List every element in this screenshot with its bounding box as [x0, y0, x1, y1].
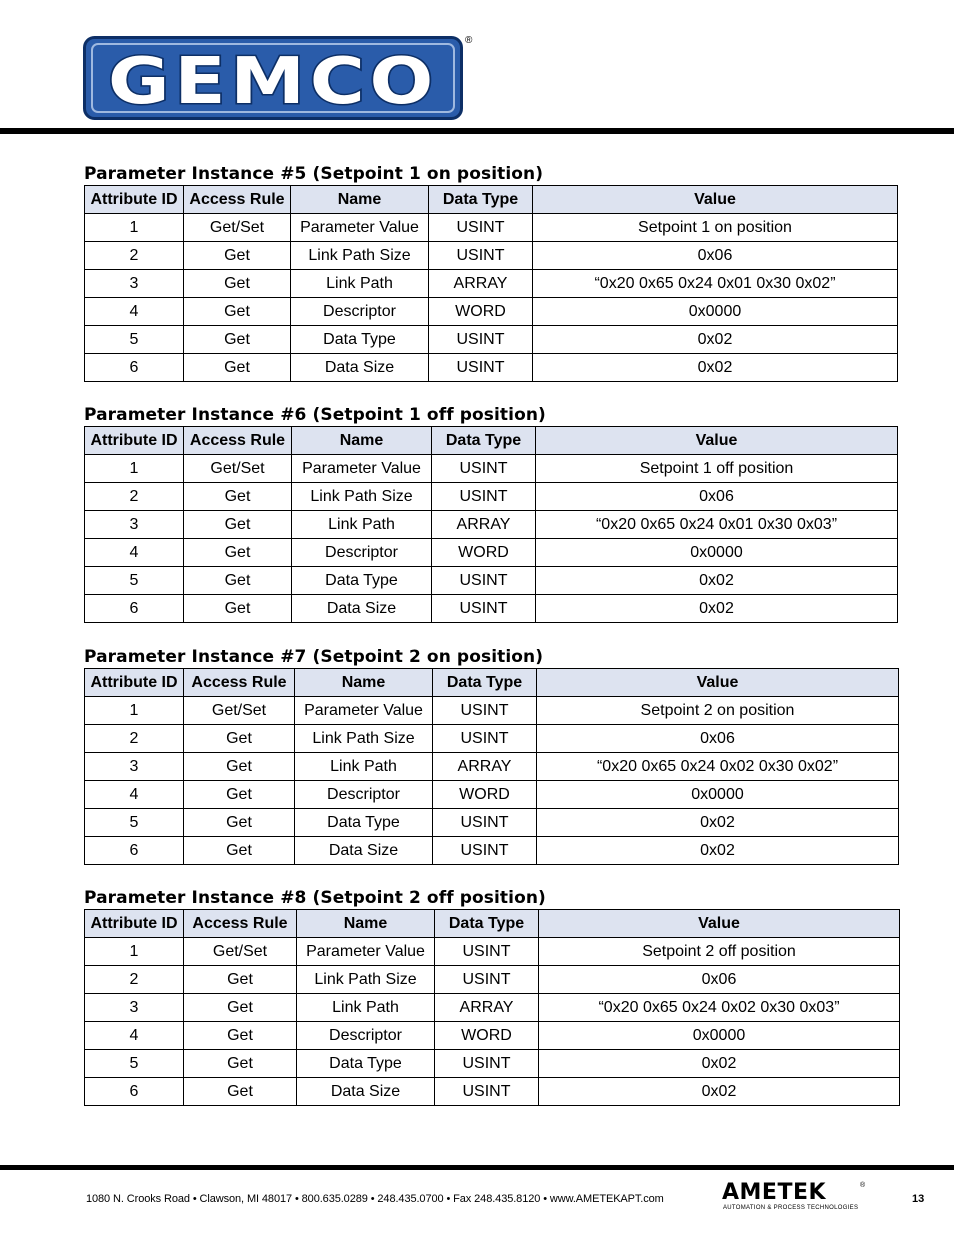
cell-access-rule: Get: [184, 326, 291, 354]
cell-value: 0x02: [533, 354, 898, 382]
footer-rule: [0, 1165, 954, 1170]
column-header-data-type: Data Type: [433, 669, 537, 697]
cell-access-rule: Get: [184, 511, 292, 539]
cell-data-type: ARRAY: [429, 270, 533, 298]
cell-name: Descriptor: [297, 1022, 435, 1050]
cell-data-type: USINT: [433, 697, 537, 725]
cell-attribute-id: 2: [85, 242, 184, 270]
cell-name: Data Size: [292, 595, 432, 623]
cell-value: “0x20 0x65 0x24 0x02 0x30 0x03”: [539, 994, 900, 1022]
cell-name: Descriptor: [292, 539, 432, 567]
table-row: [85, 326, 898, 354]
column-header-name: Name: [291, 186, 429, 214]
cell-name: Link Path: [291, 270, 429, 298]
table-header-row: [85, 186, 898, 214]
cell-attribute-id: 5: [85, 809, 184, 837]
cell-attribute-id: 6: [85, 595, 184, 623]
cell-value: 0x0000: [537, 781, 899, 809]
cell-data-type: USINT: [432, 595, 536, 623]
section-title: Parameter Instance #7 (Setpoint 2 on position): [84, 647, 544, 667]
cell-name: Parameter Value: [295, 697, 433, 725]
column-header-access-rule: Access Rule: [184, 186, 291, 214]
cell-data-type: USINT: [429, 214, 533, 242]
cell-data-type: WORD: [433, 781, 537, 809]
cell-data-type: USINT: [435, 966, 539, 994]
parameter-instance-8: [84, 887, 900, 1106]
table-row: [85, 242, 898, 270]
cell-access-rule: Get: [184, 966, 297, 994]
cell-data-type: USINT: [432, 455, 536, 483]
cell-value: “0x20 0x65 0x24 0x01 0x30 0x03”: [536, 511, 898, 539]
cell-access-rule: Get: [184, 994, 297, 1022]
cell-value: 0x0000: [539, 1022, 900, 1050]
cell-name: Data Type: [292, 567, 432, 595]
cell-value: 0x02: [539, 1050, 900, 1078]
cell-name: Link Path Size: [295, 725, 433, 753]
cell-value: 0x06: [533, 242, 898, 270]
section-title: Parameter Instance #5 (Setpoint 1 on position): [84, 164, 544, 184]
column-header-value: Value: [533, 186, 898, 214]
cell-name: Descriptor: [295, 781, 433, 809]
cell-value: Setpoint 2 off position: [539, 938, 900, 966]
cell-value: 0x06: [537, 725, 899, 753]
cell-data-type: ARRAY: [433, 753, 537, 781]
cell-value: 0x06: [539, 966, 900, 994]
column-header-name: Name: [295, 669, 433, 697]
cell-attribute-id: 6: [85, 354, 184, 382]
cell-value: 0x0000: [536, 539, 898, 567]
cell-value: “0x20 0x65 0x24 0x01 0x30 0x02”: [533, 270, 898, 298]
cell-value: 0x02: [533, 326, 898, 354]
cell-name: Link Path Size: [297, 966, 435, 994]
table-row: [85, 595, 898, 623]
cell-access-rule: Get: [184, 298, 291, 326]
column-header-value: Value: [536, 427, 898, 455]
cell-attribute-id: 5: [85, 1050, 184, 1078]
cell-data-type: USINT: [435, 938, 539, 966]
cell-data-type: USINT: [433, 809, 537, 837]
cell-data-type: USINT: [435, 1078, 539, 1106]
ametek-registered-mark: ®: [860, 1182, 866, 1189]
table-row: [85, 270, 898, 298]
cell-name: Link Path: [295, 753, 433, 781]
cell-name: Data Size: [291, 354, 429, 382]
section-title: Parameter Instance #8 (Setpoint 2 off position): [84, 888, 546, 908]
table-row: [85, 483, 898, 511]
cell-attribute-id: 4: [85, 298, 184, 326]
table-row: [85, 753, 899, 781]
cell-access-rule: Get: [184, 781, 295, 809]
column-header-attribute-id: Attribute ID: [85, 669, 184, 697]
header-rule: [0, 128, 954, 134]
column-header-name: Name: [297, 910, 435, 938]
cell-access-rule: Get: [184, 1050, 297, 1078]
cell-access-rule: Get: [184, 354, 291, 382]
cell-attribute-id: 4: [85, 539, 184, 567]
cell-attribute-id: 2: [85, 483, 184, 511]
column-header-attribute-id: Attribute ID: [85, 186, 184, 214]
cell-attribute-id: 1: [85, 455, 184, 483]
column-header-attribute-id: Attribute ID: [85, 910, 184, 938]
cell-attribute-id: 4: [85, 781, 184, 809]
cell-value: 0x02: [539, 1078, 900, 1106]
column-header-data-type: Data Type: [429, 186, 533, 214]
cell-name: Data Type: [295, 809, 433, 837]
cell-value: 0x02: [536, 595, 898, 623]
column-header-name: Name: [292, 427, 432, 455]
table-row: [85, 966, 900, 994]
table-header-row: [85, 427, 898, 455]
parameter-table: [84, 426, 898, 623]
parameter-table: [84, 909, 900, 1106]
table-row: [85, 511, 898, 539]
ametek-wordmark: AMETEK: [722, 1180, 827, 1205]
cell-name: Link Path Size: [292, 483, 432, 511]
cell-attribute-id: 5: [85, 326, 184, 354]
column-header-data-type: Data Type: [432, 427, 536, 455]
cell-access-rule: Get: [184, 483, 292, 511]
cell-value: 0x02: [537, 837, 899, 865]
cell-data-type: USINT: [429, 326, 533, 354]
cell-access-rule: Get: [184, 753, 295, 781]
column-header-access-rule: Access Rule: [184, 910, 297, 938]
table-row: [85, 298, 898, 326]
cell-access-rule: Get: [184, 1078, 297, 1106]
cell-attribute-id: 5: [85, 567, 184, 595]
cell-access-rule: Get: [184, 809, 295, 837]
cell-name: Parameter Value: [292, 455, 432, 483]
cell-access-rule: Get: [184, 595, 292, 623]
column-header-value: Value: [539, 910, 900, 938]
cell-value: Setpoint 1 off position: [536, 455, 898, 483]
cell-data-type: USINT: [432, 483, 536, 511]
column-header-data-type: Data Type: [435, 910, 539, 938]
cell-access-rule: Get: [184, 270, 291, 298]
table-row: [85, 837, 899, 865]
cell-name: Descriptor: [291, 298, 429, 326]
parameter-table: [84, 668, 899, 865]
cell-data-type: USINT: [433, 725, 537, 753]
cell-data-type: WORD: [429, 298, 533, 326]
cell-data-type: USINT: [429, 354, 533, 382]
cell-data-type: USINT: [433, 837, 537, 865]
cell-name: Data Type: [297, 1050, 435, 1078]
table-header-row: [85, 910, 900, 938]
cell-access-rule: Get: [184, 567, 292, 595]
cell-access-rule: Get: [184, 242, 291, 270]
column-header-value: Value: [537, 669, 899, 697]
cell-value: 0x06: [536, 483, 898, 511]
cell-name: Link Path: [297, 994, 435, 1022]
cell-access-rule: Get/Set: [184, 455, 292, 483]
table-row: [85, 539, 898, 567]
cell-access-rule: Get/Set: [184, 938, 297, 966]
cell-attribute-id: 3: [85, 511, 184, 539]
cell-data-type: ARRAY: [432, 511, 536, 539]
column-header-access-rule: Access Rule: [184, 669, 295, 697]
section-title: Parameter Instance #6 (Setpoint 1 off position): [84, 405, 546, 425]
table-row: [85, 567, 898, 595]
cell-attribute-id: 1: [85, 938, 184, 966]
cell-attribute-id: 6: [85, 837, 184, 865]
cell-attribute-id: 1: [85, 214, 184, 242]
column-header-access-rule: Access Rule: [184, 427, 292, 455]
cell-name: Link Path Size: [291, 242, 429, 270]
cell-attribute-id: 6: [85, 1078, 184, 1106]
cell-value: 0x02: [536, 567, 898, 595]
cell-value: “0x20 0x65 0x24 0x02 0x30 0x02”: [537, 753, 899, 781]
parameter-instance-5: [84, 163, 898, 382]
table-row: [85, 1078, 900, 1106]
cell-access-rule: Get: [184, 1022, 297, 1050]
table-row: [85, 781, 899, 809]
table-row: [85, 1050, 900, 1078]
cell-value: Setpoint 1 on position: [533, 214, 898, 242]
cell-data-type: USINT: [429, 242, 533, 270]
cell-name: Link Path: [292, 511, 432, 539]
cell-access-rule: Get: [184, 837, 295, 865]
cell-access-rule: Get: [184, 539, 292, 567]
registered-mark: ®: [465, 35, 473, 46]
cell-data-type: USINT: [435, 1050, 539, 1078]
table-row: [85, 354, 898, 382]
cell-data-type: WORD: [432, 539, 536, 567]
table-row: [85, 1022, 900, 1050]
cell-attribute-id: 3: [85, 753, 184, 781]
table-row: [85, 725, 899, 753]
cell-name: Data Type: [291, 326, 429, 354]
cell-data-type: WORD: [435, 1022, 539, 1050]
column-header-attribute-id: Attribute ID: [85, 427, 184, 455]
cell-value: Setpoint 2 on position: [537, 697, 899, 725]
ametek-tagline: AUTOMATION & PROCESS TECHNOLOGIES: [723, 1205, 859, 1211]
table-row: [85, 455, 898, 483]
parameter-table: [84, 185, 898, 382]
logo-text: GEMCO: [108, 45, 438, 119]
cell-attribute-id: 2: [85, 966, 184, 994]
cell-attribute-id: 2: [85, 725, 184, 753]
table-row: [85, 214, 898, 242]
parameter-instance-6: [84, 404, 898, 623]
cell-name: Data Size: [295, 837, 433, 865]
cell-name: Parameter Value: [291, 214, 429, 242]
table-row: [85, 938, 900, 966]
cell-value: 0x0000: [533, 298, 898, 326]
cell-name: Parameter Value: [297, 938, 435, 966]
page-number: 13: [912, 1193, 925, 1205]
parameter-instance-7: [84, 646, 899, 865]
table-header-row: [85, 669, 899, 697]
cell-name: Data Size: [297, 1078, 435, 1106]
table-row: [85, 994, 900, 1022]
cell-data-type: ARRAY: [435, 994, 539, 1022]
cell-data-type: USINT: [432, 567, 536, 595]
cell-attribute-id: 4: [85, 1022, 184, 1050]
cell-attribute-id: 1: [85, 697, 184, 725]
table-row: [85, 697, 899, 725]
cell-attribute-id: 3: [85, 270, 184, 298]
cell-value: 0x02: [537, 809, 899, 837]
gemco-logo: [83, 36, 463, 120]
table-row: [85, 809, 899, 837]
cell-access-rule: Get: [184, 725, 295, 753]
cell-attribute-id: 3: [85, 994, 184, 1022]
cell-access-rule: Get/Set: [184, 214, 291, 242]
footer-address: 1080 N. Crooks Road • Clawson, MI 48017 • 800.635.0289 • 248.435.0700 • Fax 248.435.8120 • www.AMETEKAPT.com: [86, 1193, 664, 1205]
cell-access-rule: Get/Set: [184, 697, 295, 725]
ametek-logo: [722, 1182, 867, 1214]
